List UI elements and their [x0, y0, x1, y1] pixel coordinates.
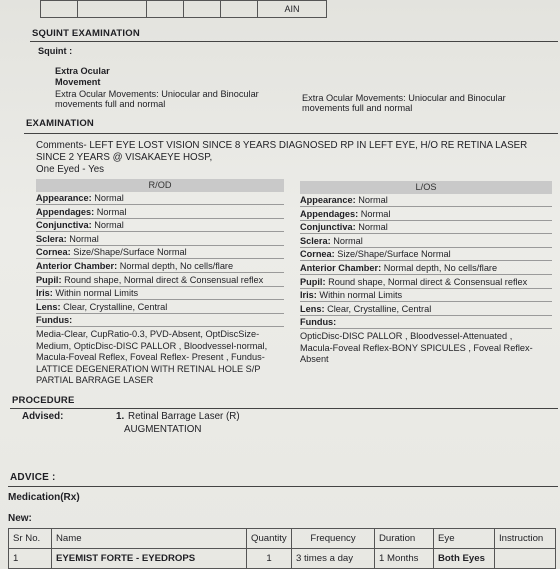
- finding-label: Appendages:: [36, 206, 95, 217]
- medication-label: Medication(Rx): [8, 492, 80, 503]
- finding-value: Normal depth, No cells/flare: [383, 263, 498, 273]
- procedure-item: AUGMENTATION: [124, 424, 202, 435]
- finding-value: Normal: [358, 222, 388, 233]
- row-divider: [300, 315, 552, 316]
- squint-label: Squint :: [38, 46, 73, 56]
- finding-row: [36, 206, 126, 218]
- finding-value: Normal: [360, 208, 391, 219]
- finding-row: [36, 260, 233, 272]
- right-eye-header: R/OD: [36, 179, 284, 192]
- table-cell: 3 times a day: [292, 549, 375, 569]
- section-divider: [30, 41, 558, 42]
- fundus-detail: PARTIAL BARRAGE LASER: [36, 375, 154, 385]
- finding-row: [300, 303, 431, 315]
- table-cell: [147, 1, 184, 18]
- finding-value: Normal: [96, 206, 127, 217]
- finding-value: Normal: [69, 233, 99, 244]
- procedure-item: Retinal Barrage Laser (R): [128, 411, 240, 422]
- table-cell: [78, 1, 147, 18]
- finding-label: Appearance:: [300, 195, 356, 205]
- finding-label: Appearance:: [36, 193, 92, 203]
- finding-value: Clear, Crystalline, Central: [327, 303, 432, 314]
- finding-row: [36, 314, 72, 326]
- procedure-item-number: 1.: [116, 411, 125, 422]
- left-eye-movement: movements full and normal: [302, 103, 413, 113]
- section-divider: [10, 408, 558, 409]
- finding-label: Fundus:: [36, 315, 73, 326]
- table-cell: AIN: [258, 1, 327, 18]
- table-header-row: [9, 529, 556, 549]
- movement-heading: Extra Ocular: [55, 66, 110, 76]
- finding-label: Iris:: [300, 290, 317, 301]
- comments: SINCE 2 YEARS @ VISAKAEYE HOSP,: [36, 152, 213, 163]
- examination-section-title: EXAMINATION: [26, 118, 94, 129]
- finding-label: Fundus:: [300, 317, 337, 328]
- table-cell: [41, 1, 78, 18]
- finding-label: Pupil:: [36, 274, 62, 285]
- finding-row: [300, 194, 388, 206]
- table-cell: EYEMIST FORTE - EYEDROPS: [52, 549, 247, 569]
- finding-label: Cornea:: [300, 249, 335, 260]
- column-header: Name: [52, 529, 247, 549]
- right-eye-movement: Extra Ocular Movements: Uniocular and Binocular: [55, 89, 259, 99]
- right-eye-movement: movements full and normal: [55, 99, 166, 109]
- finding-label: Conjunctiva:: [36, 220, 92, 231]
- table-cell: 1 Months: [375, 549, 434, 569]
- finding-row: [36, 233, 99, 245]
- top-partial-table: [40, 0, 327, 18]
- table-row: [9, 549, 556, 569]
- finding-label: Anterior Chamber:: [300, 263, 382, 273]
- column-header: Eye: [434, 529, 495, 549]
- finding-row: [300, 262, 497, 274]
- finding-value: Normal: [333, 235, 363, 246]
- finding-row: [36, 246, 187, 258]
- table-cell: [495, 549, 556, 569]
- table-cell: 1: [9, 549, 52, 569]
- advice-section-title: ADVICE :: [10, 472, 56, 483]
- finding-label: Lens:: [36, 301, 61, 312]
- column-header: Instruction: [495, 529, 556, 549]
- finding-row: [36, 219, 124, 231]
- finding-value: Within normal Limits: [55, 288, 139, 299]
- table-cell: [221, 1, 258, 18]
- finding-row: [300, 316, 336, 328]
- finding-row: [300, 235, 363, 247]
- medication-table: [8, 528, 556, 569]
- finding-row: [300, 248, 451, 260]
- finding-row: [300, 208, 390, 220]
- row-divider: [36, 313, 284, 314]
- fundus-detail: Media-Clear, CupRatio-0.3, PVD-Absent, OptDiscSize-: [36, 329, 260, 339]
- finding-label: Iris:: [36, 288, 53, 299]
- finding-label: Appendages:: [300, 208, 359, 219]
- finding-value: Size/Shape/Surface Normal: [73, 247, 187, 258]
- finding-row: [36, 192, 124, 204]
- movement-heading: Movement: [55, 77, 101, 87]
- table-cell: Both Eyes: [434, 549, 495, 569]
- finding-row: [300, 221, 388, 233]
- finding-row: [300, 289, 402, 301]
- fundus-detail: LATTICE DEGENERATION WITH RETINAL HOLE S/P: [36, 363, 261, 374]
- finding-value: Within normal Limits: [319, 290, 403, 301]
- finding-value: Normal depth, No cells/flare: [119, 261, 234, 271]
- left-eye-header: L/OS: [300, 181, 552, 194]
- fundus-detail: OpticDisc-DISC PALLOR , Bloodvessel-Attenuated ,: [300, 331, 513, 341]
- finding-value: Normal: [94, 220, 124, 231]
- column-header: Frequency: [292, 529, 375, 549]
- section-divider: [8, 486, 558, 487]
- table-cell: 1: [247, 549, 292, 569]
- fundus-detail: Macula-Foveal Reflex-BONY SPICULES , Foveal Reflex-: [300, 342, 533, 353]
- finding-label: Conjunctiva:: [300, 222, 356, 233]
- finding-value: Normal: [358, 195, 388, 205]
- column-header: Sr No.: [9, 529, 52, 549]
- procedure-section-title: PROCEDURE: [12, 395, 75, 406]
- finding-label: Pupil:: [300, 276, 326, 287]
- squint-section-title: SQUINT EXAMINATION: [32, 28, 140, 39]
- column-header: Quantity: [247, 529, 292, 549]
- finding-label: Anterior Chamber:: [36, 261, 118, 271]
- finding-row: [36, 301, 167, 313]
- comments: Comments- LEFT EYE LOST VISION SINCE 8 YEARS DIAGNOSED RP IN LEFT EYE, H/O RE RETINA LASER: [36, 140, 528, 151]
- finding-row: [36, 274, 263, 286]
- finding-value: Round shape, Normal direct & Consensual reflex: [64, 274, 264, 285]
- finding-row: [36, 287, 138, 299]
- fundus-detail: Medium, OpticDisc-DISC PALLOR , Bloodvessel-normal,: [36, 340, 268, 351]
- section-divider: [24, 133, 558, 134]
- one-eyed-status: One Eyed - Yes: [36, 164, 105, 175]
- column-header: Duration: [375, 529, 434, 549]
- table-cell: [184, 1, 221, 18]
- finding-row: [300, 276, 527, 288]
- fundus-detail: Absent: [300, 354, 329, 364]
- finding-label: Sclera:: [300, 235, 331, 246]
- finding-value: Size/Shape/Surface Normal: [337, 249, 451, 260]
- fundus-detail: Macula-Foveal Reflex, Foveal Reflex- Present , Fundus-: [36, 352, 265, 362]
- finding-value: Round shape, Normal direct & Consensual reflex: [328, 276, 528, 287]
- finding-label: Sclera:: [36, 233, 67, 244]
- new-medication-label: New:: [8, 513, 32, 524]
- finding-value: Normal: [94, 193, 124, 203]
- finding-value: Clear, Crystalline, Central: [63, 301, 168, 312]
- advised-label: Advised:: [22, 411, 64, 422]
- finding-label: Cornea:: [36, 247, 71, 258]
- finding-label: Lens:: [300, 303, 325, 314]
- left-eye-movement: Extra Ocular Movements: Uniocular and Binocular: [302, 93, 506, 103]
